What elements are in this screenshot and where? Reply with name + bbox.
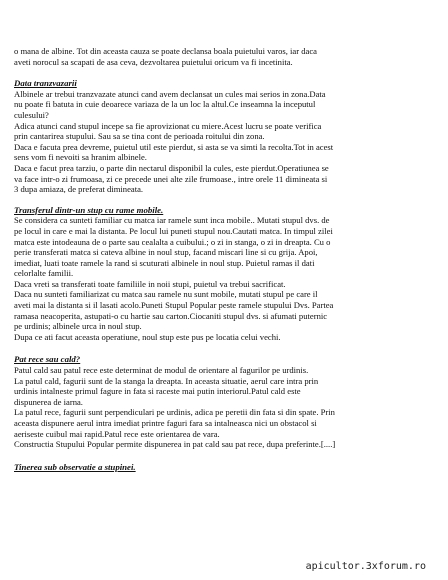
text-line: sens vom fi nevoiti sa hranim albinele. [14,152,147,163]
text-line: aveti norocul sa scapati de asa ceva, dezvoltarea puietului oricum va fi incetinita. [14,56,293,67]
text-line: Constructia Stupului Popular permite dispunerea in pat cald sau pat rece, dupa preferinte.[....] [14,439,336,450]
section-pat-rece-sau-cald [14,354,434,449]
text-line: pe locul in care e mai la distanta. Pe locul lui puneti stupul nou.Cautati matca. In timpul zilei [14,225,333,236]
text-line: Daca nu sunteti familiarizat cu matca sau ramele nu sunt mobile, mutati stupul pe care il [14,289,318,300]
text-line: o mana de albine. Tot din aceasta cauza se poate declansa boala puietului varos, iar daca [14,46,317,56]
section-title: Pat rece sau cald? [14,354,81,365]
text-line: prin cantarirea stupului. Sau sa se tina cont de perioada roitului din zona. [14,131,265,142]
text-line: Daca vreti sa transferati toate familiile in noii stupi, puietul va trebui sacrificat. [14,278,286,289]
text-line: aceasta dispunere aerul intra imediat printre faguri fara sa intalneasca nici un obstacol si [14,418,317,428]
document-page [14,0,434,480]
intro-paragraph [14,46,434,67]
site-watermark: apicultor.3xforum.ro [305,561,426,572]
text-line: va face intr-o zi frumoasa, zi ce precede unei alte zile frumoase., intre orele 11 dimineata si [14,173,328,184]
section-title: Data tranzvazarii [14,78,77,89]
text-line: matca este intodeauna de o parte sau cealalta a cuibului.; o zi in stanga, o zi in dreapta. Cu o [14,236,331,247]
text-line: La patul cald, fagurii sunt de la stanga la dreapta. In aceasta situatie, aerul care intra prin [14,375,319,386]
text-line: Patul cald sau patul rece este determinat de modul de orientare al fagurilor pe urdinis. [14,365,309,376]
text-line: nu poate fi batuta in cuie deoarece variaza de la un loc la altul.Ce inseamna la inceputul [14,99,316,110]
text-line: aveti mai la distanta si il lasati acolo.Puneti Stupul Popular peste ramele stupului Dvs. Partea [14,300,334,311]
text-line: Dupa ce ati facut aceasta operatiune, noul stup este pus pe locatia celui vechi. [14,331,281,342]
text-line: La patul rece, fagurii sunt perpendiculari pe urdinis, adica pe peretii din fata si din spate. Prin [14,407,335,418]
text-line: celorlalte familii. [14,268,74,279]
section-title: Tinerea sub observatie a stupinei. [14,461,136,472]
text-line: Albinele ar trebui tranzvazate atunci cand avem declansat un cules mai serios in zona.Data [14,88,326,99]
text-line: imediat, luati toate ramele la rand si scuturati albinele in noul stup. Puietul ramas il dati [14,257,315,268]
section-transferul [14,205,434,343]
section-tinerea [14,462,434,473]
text-line: Daca e facuta prea devreme, puietul util este pierdut, si asta se va simti la recolta.Tot in acest [14,141,334,152]
section-title: Transferul dintr-un stup cu rame mobile. [14,204,164,215]
text-line: urdinis intalneste primul fagure in fata si raceste mai putin interiorul.Patul cald este [14,386,301,397]
text-line: aeriseste cuibul mai rapid.Patul rece este orientarea de vara. [14,428,220,439]
text-line: pe urdinis; albinele urca in noul stup. [14,321,142,332]
text-line: perie transferati matca si cateva albine in noul stup, facand miscari line si cu grija. Apoi, [14,247,318,258]
text-line: Adica atunci cand stupul incepe sa fie aprovizionat cu miere.Acest lucru se poate verifica [14,120,322,131]
section-data-tranzvazarii [14,78,434,195]
text-line: Daca e facut prea tarziu, o parte din nectarul disponibil la cules, este pierdut.Operatiunea se [14,162,329,173]
text-line: dispunerea de iarna. [14,396,83,407]
text-line: 3 dupa amiaza, de preferat dimineata. [14,184,144,195]
text-line: culesului? [14,109,49,120]
text-line: Se considera ca sunteti familiar cu matca iar ramele sunt inca mobile.. Mutati stupul dvs. de [14,215,330,226]
text-line: ramasa neacoperita, astupati-o cu hartie sau carton.Ciocaniti stupul dvs. si afumati puternic [14,310,328,321]
